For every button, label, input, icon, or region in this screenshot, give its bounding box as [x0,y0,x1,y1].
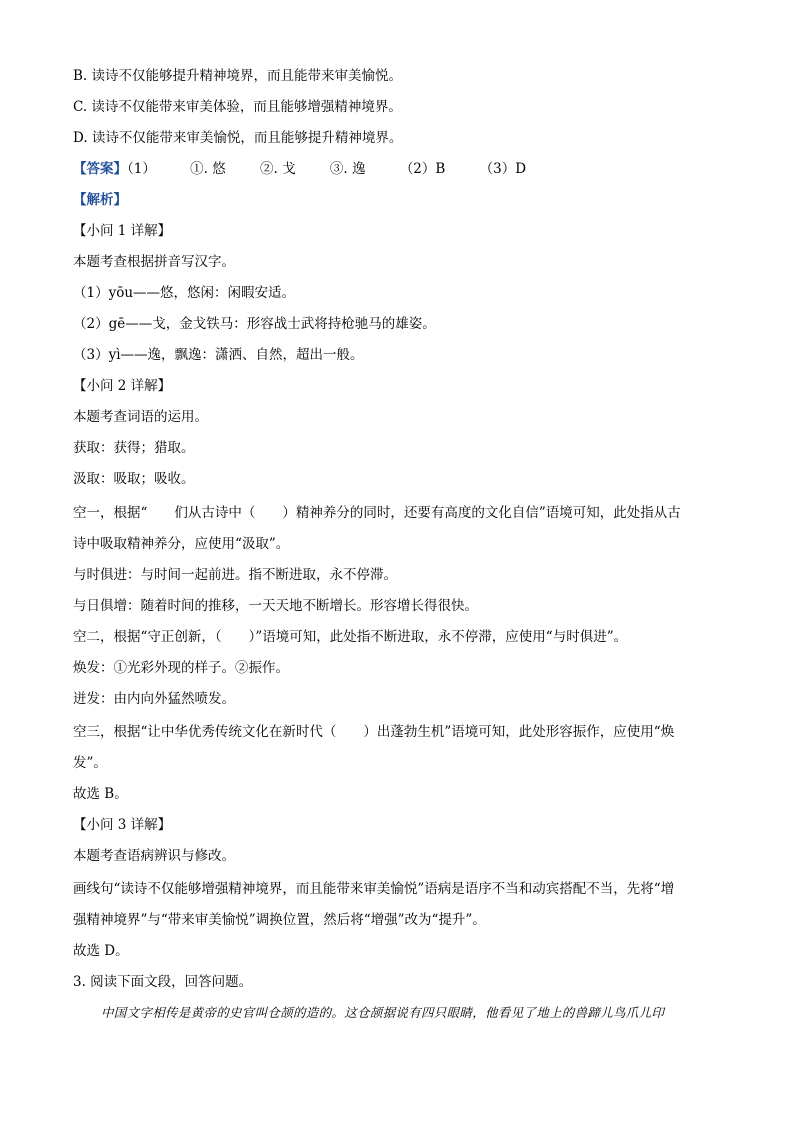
q2-line-1: 获取：获得；猎取。 [73,440,195,456]
q1-intro: 本题考查根据拼音写汉字。 [73,254,235,270]
q2-line-10: 空三，根据“让中华优秀传统文化在新时代（ ）出蓬勃生机”语境可知，此处形容振作，应使用“焕 [73,724,675,740]
option-d: D. 读诗不仅能带来审美愉悦，而且能够提升精神境界。 [73,130,403,146]
q2-line-4: 诗中吸取精神养分，应使用“汲取”。 [73,536,290,552]
option-b: B. 读诗不仅能够提升精神境界，而且能带来审美愉悦。 [73,68,403,84]
q3-line-3: 故选 D。 [73,943,129,959]
q2-intro: 本题考查词语的运用。 [73,409,208,425]
q1-line-1: （1）yōu——悠，悠闲：闲暇安适。 [73,285,296,301]
q2-line-5: 与时俱进：与时间一起前进。指不断进取，永不停滞。 [73,567,397,583]
answer-item-2: ②. 戈 [260,161,296,177]
q1-line-2: （2）gē——戈，金戈铁马：形容战士武将持枪驰马的雄姿。 [73,316,436,332]
q3-intro: 本题考查语病辨识与修改。 [73,848,235,864]
q2-heading: 【小问 2 详解】 [73,378,172,394]
analysis-label: 【解析】 [73,192,127,208]
answer-part3: （3）D [479,161,527,177]
q2-line-3: 空一，根据“ 们从古诗中（ ）精神养分的同时，还要有高度的文化自信”语境可知，此处指从古 [73,505,681,521]
q2-line-8: 焕发：①光彩外现的样子。②振作。 [73,660,289,676]
q2-line-9: 迸发：由内向外猛然喷发。 [73,691,235,707]
q3-line-2: 强精神境界”与“带来审美愉悦”调换位置，然后将“增强”改为“提升”。 [73,912,486,928]
answer-line [73,159,526,179]
answer-part1: （1） [127,161,156,177]
q3-heading: 【小问 3 详解】 [73,817,172,833]
q2-line-12: 故选 B。 [73,786,128,802]
answer-part2: （2）B [399,161,446,177]
answer-item-1: ①. 悠 [190,161,226,177]
question-3-title: 3. 阅读下面文段，回答问题。 [73,974,253,990]
answer-label: 【答案】 [73,161,127,177]
option-c: C. 读诗不仅能带来审美体验，而且能够增强精神境界。 [73,99,402,115]
q2-line-11: 发”。 [73,755,107,771]
q2-line-7: 空二，根据“守正创新，（ ）”语境可知，此处指不断进取，永不停滞，应使用“与时俱进”。 [73,629,628,645]
q2-line-6: 与日俱增：随着时间的推移，一天天地不断增长。形容增长得很快。 [73,598,478,614]
q1-line-3: （3）yì——逸，飘逸：潇洒、自然，超出一般。 [73,347,364,363]
q2-line-2: 汲取：吸取；吸收。 [73,471,195,487]
q3-line-1: 画线句“读诗不仅能够增强精神境界，而且能带来审美愉悦”语病是语序不当和动宾搭配不当，先将“增 [73,881,675,897]
answer-item-3: ③. 逸 [329,161,366,177]
passage-text: 中国文字相传是黄帝的史官叫仓颉的造的。这仓颉据说有四只眼睛，他看见了地上的兽蹄儿鸟爪儿印 [101,1005,665,1020]
q1-heading: 【小问 1 详解】 [73,223,172,239]
